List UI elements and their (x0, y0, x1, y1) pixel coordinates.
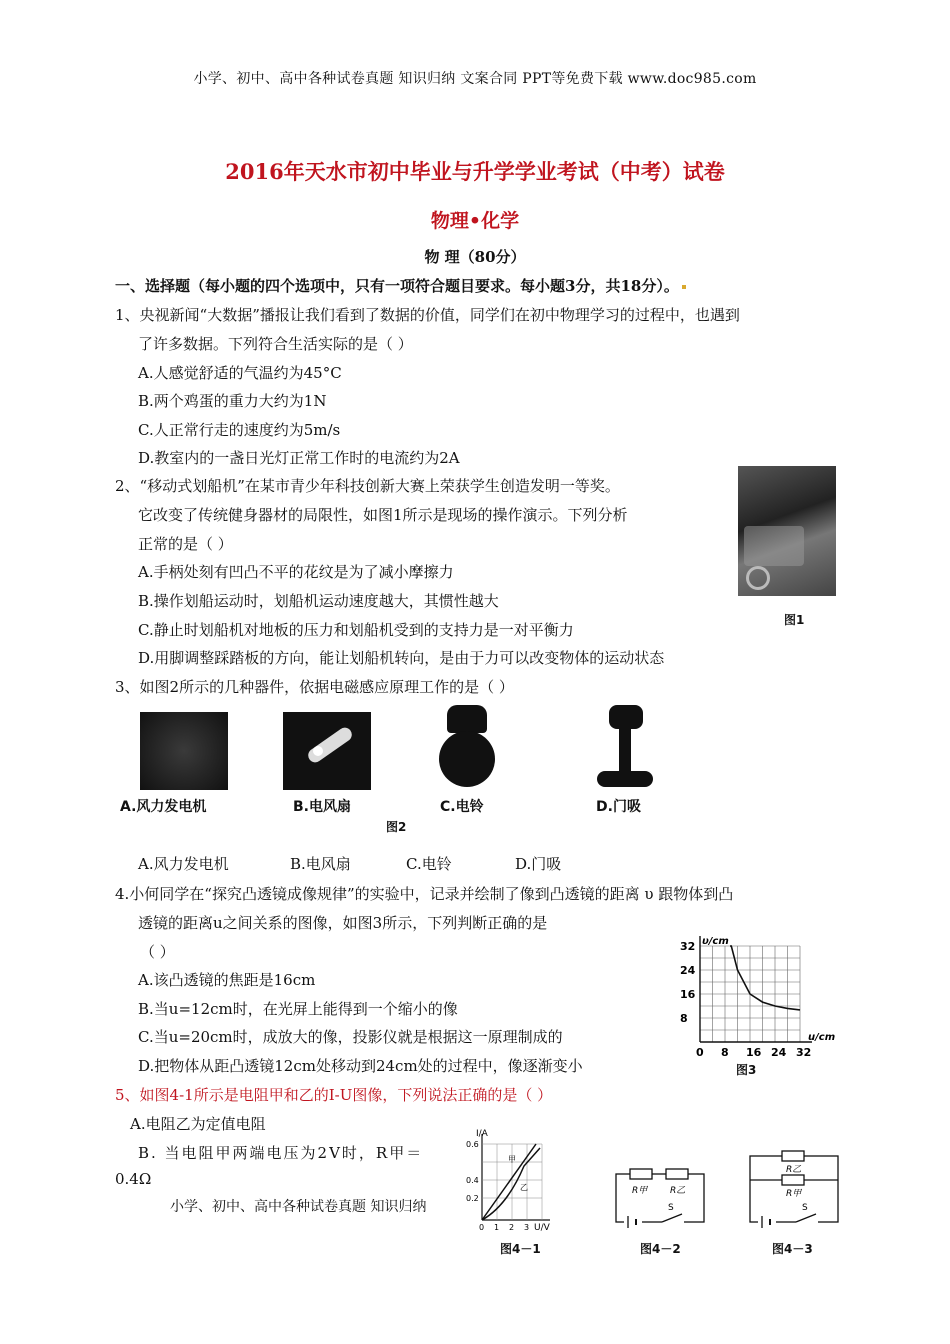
q1-option-d: D.教室内的一盏日光灯正常工作时的电流约为2A (138, 449, 460, 467)
x-label: U/V (534, 1223, 550, 1233)
y-tick-0.4: 0.4 (466, 1176, 479, 1185)
switch-label: S (668, 1203, 674, 1213)
figure3-chart (670, 930, 840, 1070)
x-tick-label: 8 (721, 1046, 729, 1059)
q4-line1: 4.小何同学在“探究凸透镜成像规律”的实验中，记录并绘制了像到凸透镜的距离 υ 跟物体到凸 (115, 885, 734, 903)
q3-option-a: A.风力发电机 (138, 855, 229, 873)
q4-line2: 透镜的距离u之间关系的图像，如图3所示，下列判断正确的是 (138, 914, 548, 932)
x-tick-label: 16 (746, 1046, 762, 1059)
exam-title: 2016年天水市初中毕业与升学学业考试（中考）试卷 (225, 159, 725, 184)
figure4-3-caption: 图4－3 (772, 1242, 813, 1256)
q3-line1: 3、如图2所示的几种器件，依据电磁感应原理工作的是（ ） (115, 678, 514, 696)
q4-option-a: A.该凸透镜的焦距是16cm (138, 971, 316, 989)
q5-option-b: B. 当电阻甲两端电压为2V时，R甲＝ (138, 1144, 424, 1162)
q1-option-a: A.人感觉舒适的气温约为45°C (138, 364, 342, 382)
resistor-yi (782, 1151, 804, 1161)
series-yi-label: 乙 (520, 1183, 528, 1192)
y-tick-0.6: 0.6 (466, 1140, 479, 1149)
r-jia-label: R甲 (786, 1189, 802, 1199)
q5-option-b-cont: 0.4Ω (115, 1170, 152, 1188)
q1-option-c: C.人正常行走的速度约为5m/s (138, 421, 341, 439)
figure2-label-d: D.门吸 (596, 799, 641, 815)
r-jia-label: R甲 (632, 1186, 648, 1196)
q4-option-d: D.把物体从距凸透镜12cm处移动到24cm处的过程中，像逐渐变小 (138, 1057, 583, 1075)
q2-line1: 2、“移动式划船机”在某市青少年科技创新大赛上荣获学生创造发明一等奖。 (115, 477, 620, 495)
x-tick-2: 2 (509, 1223, 515, 1232)
wind-generator-photo (140, 712, 228, 790)
q1-line1: 1、央视新闻“大数据”播报让我们看到了数据的价值，同学们在初中物理学习的过程中，也遇到 (115, 306, 740, 324)
q3-option-c: C.电铃 (406, 855, 452, 873)
data-curve (730, 946, 800, 1010)
door-stopper-photo (595, 705, 655, 790)
y-tick-0.2: 0.2 (466, 1194, 479, 1203)
x-tick-label: 0 (696, 1046, 704, 1059)
x-tick-1: 1 (494, 1223, 500, 1232)
r-yi-label: R乙 (786, 1165, 802, 1175)
q5-option-a: A.电阻乙为定值电阻 (130, 1115, 266, 1133)
q2-option-d: D.用脚调整踩踏板的方向，能让划船机转向，是由于力可以改变物体的运动状态 (138, 649, 665, 667)
q2-option-a: A.手柄处刻有凹凸不平的花纹是为了减小摩擦力 (138, 563, 454, 581)
figure4-2-circuit (610, 1160, 710, 1230)
switch-label: S (802, 1203, 808, 1213)
section-title: 物 理（80分） (424, 248, 526, 266)
q4-line3: （ ） (140, 943, 175, 961)
y-label: I/A (476, 1129, 488, 1139)
y-tick-label: 16 (680, 988, 696, 1001)
figure2-label-a: A.风力发电机 (120, 799, 207, 815)
figure1-photo (738, 466, 836, 596)
figure4-1-caption: 图4－1 (500, 1242, 541, 1256)
q5-line1: 5、如图4-1所示是电阻甲和乙的I-U图像，下列说法正确的是（ ） (115, 1086, 553, 1104)
figure1-caption: 图1 (784, 613, 805, 627)
q1-option-b: B.两个鸡蛋的重力大约为1N (138, 392, 327, 410)
x-axis-label: u/cm (808, 1032, 836, 1043)
page-header: 小学、初中、高中各种试卷真题 知识归纳 文案合同 PPT等免费下载 www.doc985.com (193, 71, 757, 87)
x-tick-3: 3 (524, 1223, 530, 1232)
q3-option-b: B.电风扇 (290, 855, 351, 873)
figure4-2-caption: 图4－2 (640, 1242, 681, 1256)
y-tick-label: 32 (680, 940, 696, 953)
q2-option-c: C.静止时划船机对地板的压力和划船机受到的支持力是一对平衡力 (138, 621, 574, 639)
y-tick-label: 24 (680, 964, 696, 977)
series-jia-label: 甲 (508, 1155, 516, 1164)
resistor-jia (630, 1169, 652, 1179)
exam-subtitle: 物理•化学 (430, 210, 520, 232)
figure2-label-b: B.电风扇 (293, 799, 351, 815)
resistor-jia (782, 1175, 804, 1185)
r-yi-label: R乙 (670, 1186, 686, 1196)
x-tick-0: 0 (479, 1223, 485, 1232)
resistor-yi (666, 1169, 688, 1179)
figure4-3-circuit (744, 1146, 844, 1230)
q2-line3: 正常的是（ ） (138, 535, 233, 553)
y-axis-label: υ/cm (702, 936, 729, 947)
electric-fan-photo (283, 712, 371, 790)
x-tick-label: 24 (771, 1046, 787, 1059)
q2-line2: 它改变了传统健身器材的局限性，如图1所示是现场的操作演示。下列分析 (138, 506, 628, 524)
q4-option-b: B.当u=12cm时，在光屏上能得到一个缩小的像 (138, 1000, 458, 1018)
figure2-label-c: C.电铃 (440, 799, 484, 815)
part1-heading: 一、选择题（每小题的四个选项中，只有一项符合题目要求。每小题3分，共18分）。 (115, 275, 686, 296)
y-tick-label: 8 (680, 1012, 688, 1025)
figure3-caption: 图3 (736, 1063, 757, 1077)
q1-line2: 了许多数据。下列符合生活实际的是（ ） (138, 335, 413, 353)
electric-bell-photo (437, 705, 499, 790)
q4-option-c: C.当u=20cm时，成放大的像，投影仪就是根据这一原理制成的 (138, 1028, 563, 1046)
figure2-caption: 图2 (386, 820, 407, 834)
figure4-1-chart (462, 1126, 562, 1234)
footer-watermark: 小学、初中、高中各种试卷真题 知识归纳 (170, 1199, 427, 1215)
circuit-wire (616, 1174, 704, 1222)
q2-option-b: B.操作划船运动时，划船机运动速度越大，其惯性越大 (138, 592, 499, 610)
q3-option-d: D.门吸 (515, 855, 562, 873)
x-tick-label: 32 (796, 1046, 812, 1059)
